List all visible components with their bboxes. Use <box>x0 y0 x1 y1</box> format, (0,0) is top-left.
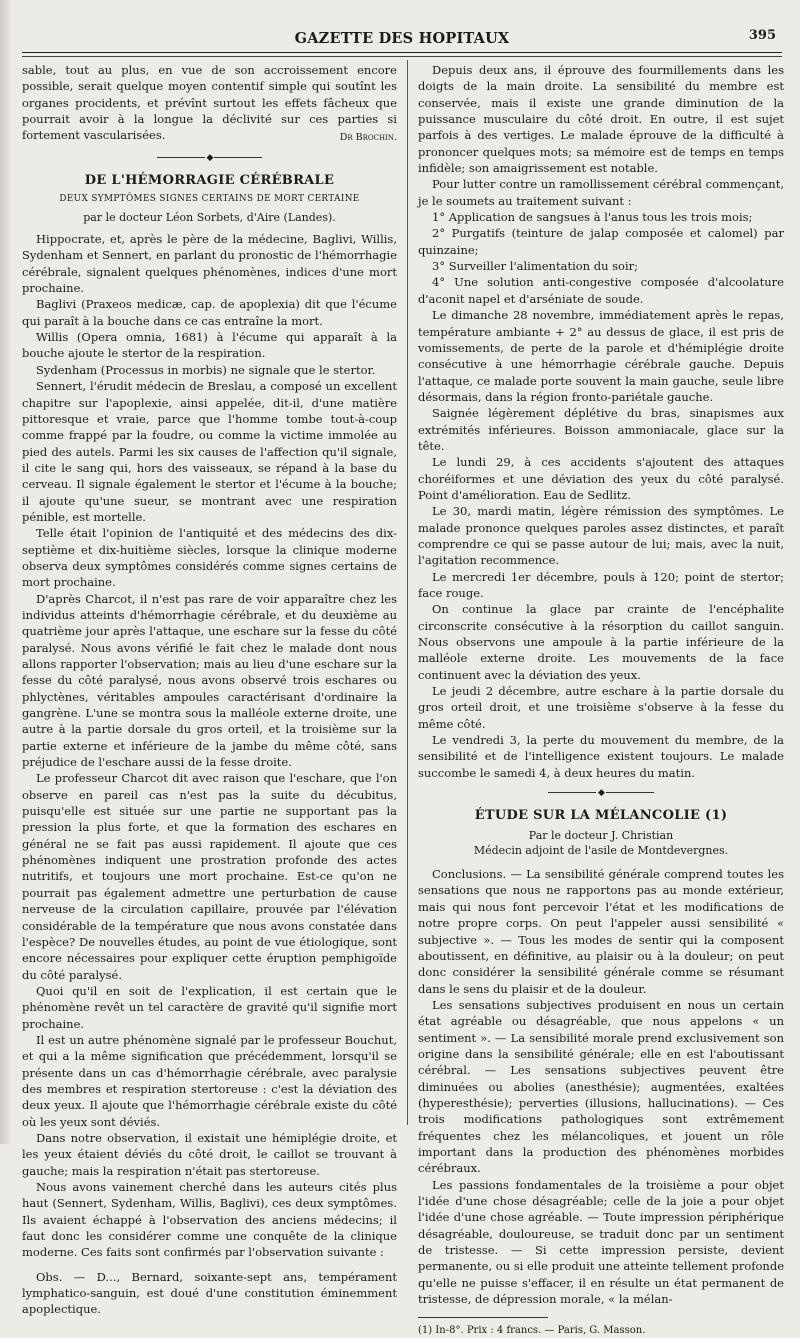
paragraph: Le lundi 29, à ces accidents s'ajoutent des attaques choréiformes et une déviation des yeux du côté paralysé. Point d'amélioration. Eau de Sedlitz. <box>418 455 784 502</box>
paragraph: Le jeudi 2 décembre, autre eschare à la partie dorsale du gros orteil droit, et une troisième s'observe à la fesse du même côté. <box>418 684 784 731</box>
paragraph: Conclusions. — La sensibilité générale comprend toutes les sensations que nous ne rapportons pas au monde extérieur, mais qui nous font percevoir l'état et les modifications de notre propre corps. On peut l'appeler aussi sensibilité « subjective ». — Tous les modes de sentir qui la composent aboutissent, en définitive, au plaisir ou à la douleur; on peut donc considérer la sensibilité générale comme se résumant dans le sens du plaisir et de la douleur. <box>418 867 784 996</box>
paragraph: Willis (Opera omnia, 1681) à l'écume qui apparaît à la bouche ajoute le stertor de la respiration. <box>22 330 397 361</box>
article-byline: par le docteur Léon Sorbets, d'Aire (Landes). <box>83 211 336 225</box>
section-ornament: ◆ <box>418 787 784 799</box>
article-title: DE L'HÉMORRAGIE CÉRÉBRALE <box>84 173 335 189</box>
right-column <box>418 62 784 1338</box>
intro-paragraph: sable, tout au plus, en vue de son accroissement encore possible, serait quelque moyen contentif simple qui soutînt les organes procidents, et prévînt surtout les effets fâcheux que pourrait avoir à la longue la déclivité sur ces parties si fortement vascularisées. <box>22 63 397 143</box>
paragraph: Dans notre observation, il existait une hémiplégie droite, et les yeux étaient déviés du côté droit, le caillot se trouvant à gauche; mais la respiration n'était pas stertoreuse. <box>22 1130 397 1178</box>
page-header <box>22 28 782 50</box>
article-title: ÉTUDE SUR LA MÉLANCOLIE (1) <box>474 808 728 824</box>
paragraph: Le dimanche 28 novembre, immédiatement après le repas, température ambiante + 2° au dessus de glace, il est pris de vomissements, de perte de la parole et d'hémiplégie droite consécutive à une hémorrhagie cérébrale gauche. Depuis l'attaque, ce malade porte souvent la main gauche, seule libre désormais, dans la région fronto-pariétale gauche. <box>418 308 784 404</box>
treatment-item: 1° Application de sangsues à l'anus tous les trois mois; <box>432 210 753 225</box>
paragraph: Les passions fondamentales de la troisième a pour objet l'idée d'une chose désagréable; celle de la joie a pour objet l'idée d'une chose agréable. — Toute impression périphérique désagréable, douloureuse, se traduit donc par un sentiment de tristesse. — Si cette impression persiste, devient permanente, ou si elle produit une atteinte tellement profonde qu'elle ne puisse s'effacer, il en résulte un état permanent de tristesse, de dépression morale, « la mélan- <box>418 1177 784 1307</box>
page-number: 395 <box>748 28 776 43</box>
treatment-item: 3° Surveiller l'alimentation du soir; <box>432 259 639 274</box>
article-byline: Par le docteur J. Christian <box>528 829 674 843</box>
paragraph: Le 30, mardi matin, légère rémission des symptômes. Le malade prononce quelques paroles assez distinctes, et paraît comprendre ce qui se passe autour de lui; mais, avec la nuit, l'agitation recommence. <box>418 504 784 568</box>
intro-signature: Dr Brochin. <box>339 131 397 143</box>
paragraph: Telle était l'opinion de l'antiquité et des médecins des dix-septième et dix-huitième siècles, lorsque la clinique moderne observa deux symptômes considérés comme signes certains de mort prochaine. <box>22 526 397 590</box>
header-rule-thin <box>22 56 782 57</box>
left-column <box>22 62 397 1318</box>
paragraph: Quoi qu'il en soit de l'explication, il est certain que le phénomène revêt un tel caractère de gravité qu'il signifie mort prochaine. <box>22 983 397 1031</box>
column-divider <box>407 60 408 1125</box>
paragraph: Le vendredi 3, la perte du mouvement du membre, de la sensibilité et de l'intelligence existent toujours. Le malade succombe le samedi 4, à deux heures du matin. <box>418 733 784 780</box>
paragraph: Sennert, l'érudit médecin de Breslau, a composé un excellent chapitre sur l'apoplexie, ainsi appelée, dit-il, d'une matière pittoresque et vraie, parce que l'homme tombe tout-à-coup comme frappé par la foudre, ou comme la victime immolée au pied des autels. Parmi les six causes de l'affection qu'il signale, il cite le sang qui, hors des vaisseaux, se répand à la base du cerveau. Il signale également le stertor et l'écume à la bouche; il ajoute qu'une sueur, se montrant avec une respiration pénible, est mortelle. <box>22 379 397 524</box>
paragraph: Le professeur Charcot dit avec raison que l'eschare, que l'on observe en pareil cas n'est pas la suite du décubitus, puisqu'elle est située sur une partie ne supportant pas la pression la plus forte, et que la formation des eschares en général ne se fait pas aussi rapidement. Il ajoute que ces phénomènes indiquent une prostration profonde des actes nutritifs, et toujours une mort prochaine. Est-ce qu'on ne pourrait pas également admettre une perturbation de cause nerveuse de la circulation capillaire, prouvée par l'élévation considérable de la température que nous avons constatée dans l'espèce? De nouvelles études, au point de vue étiologique, sont encore nécessaires pour expliquer cette éruption pemphigoïde du côté paralysé. <box>22 771 397 982</box>
paragraph: Pour lutter contre un ramollissement cérébral commençant, je le soumets au traitement suivant : <box>418 177 784 208</box>
article-subtitle: DEUX SYMPTÔMES SIGNES CERTAINS DE MORT CERTAINE <box>59 194 360 205</box>
header-rule <box>22 52 782 53</box>
paragraph: Il est un autre phénomène signalé par le professeur Bouchut, et qui a la même signification que précédemment, lorsqu'il se présente dans un cas d'hémorrhagie cérébrale, avec paralysie des membres et respiration stertoreuse : c'est la déviation des deux yeux. Il ajoute que l'hémorrhagie cérébrale existe du côté où les yeux sont déviés. <box>22 1032 397 1129</box>
paragraph: Sydenham (Processus in morbis) ne signale que le stertor. <box>36 362 376 377</box>
footnote-rule <box>418 1317 548 1318</box>
observation-paragraph: Obs. — D..., Bernard, soixante-sept ans, tempérament lymphatico-sanguin, est doué d'une constitution éminemment apoplectique. <box>22 1269 397 1317</box>
paragraph: Nous avons vainement cherché dans les auteurs cités plus haut (Sennert, Sydenham, Willis, Baglivi), ces deux symptômes. Ils avaient échappé à l'observation des anciens médecins; il faut donc les considérer comme une conquête de la clinique moderne. Ces faits sont confirmés par l'observation suivante : <box>22 1180 397 1260</box>
paragraph: Le mercredi 1er décembre, pouls à 120; point de stertor; face rouge. <box>418 569 784 600</box>
paragraph: Les sensations subjectives produisent en nous un certain état agréable ou désagréable, que nous appelons « un sentiment ». — La sensibilité morale prend exclusivement son origine dans la sensibilité générale; elle en est l'aboutissant cérébral. — Les sensations subjectives peuvent être diminuées ou abolies (anesthésie); augmentées, exaltées (hyperesthésie); perverties (illusions, hallucinations). — Ces trois modifications pathologiques sont extrêmement fréquentes chez les mélancoliques, et jouent un rôle important dans la production des phénomènes morbides cérébraux. <box>418 997 784 1176</box>
paragraph: Baglivi (Praxeos medicæ, cap. de apoplexia) dit que l'écume qui paraît à la bouche dans ce cas entraîne la mort. <box>22 297 397 328</box>
running-title: GAZETTE DES HOPITAUX <box>294 30 510 47</box>
article-byline-affiliation: Médecin adjoint de l'asile de Montdevergnes. <box>473 844 729 858</box>
paragraph: Hippocrate, et, après le père de la médecine, Baglivi, Willis, Sydenham et Sennert, en parlant du pronostic de l'hémorrhagie cérébrale, signalent quelques phénomènes, indices d'une mort prochaine. <box>22 232 397 296</box>
paragraph: Saignée légèrement déplétive du bras, sinapismes aux extrémités inférieures. Boisson ammoniacale, glace sur la tête. <box>418 406 784 453</box>
paragraph: Depuis deux ans, il éprouve des fourmillements dans les doigts de la main droite. La sensibilité du membre est conservée, mais il existe une grande diminution de la puissance musculaire du côté droit. En outre, il est sujet parfois à des vertiges. Le malade éprouve de la difficulté à prononcer quelques mots; sa mémoire est de temps en temps infidèle; son amaigrissement est notable. <box>418 63 784 176</box>
page-edge <box>0 0 10 1144</box>
section-ornament: ◆ <box>22 152 397 164</box>
paragraph: On continue la glace par crainte de l'encéphalite circonscrite consécutive à la résorption du caillot sanguin. Nous observons une ampoule à la partie inférieure de la malléole externe droite. Les mouvements de la face continuent avec la déviation des yeux. <box>418 602 784 682</box>
treatment-item: 2° Purgatifs (teinture de jalap composée et calomel) par quinzaine; <box>418 226 784 257</box>
treatment-item: 4° Une solution anti-congestive composée d'alcoolature d'aconit napel et d'arséniate de soude. <box>418 275 784 306</box>
footnote: (1) In-8°. Prix : 4 francs. — Paris, G. Masson. <box>418 1325 646 1337</box>
paragraph: D'après Charcot, il n'est pas rare de voir apparaître chez les individus atteints d'hémorrhagie cérébrale, et du deuxième au quatrième jour après l'attaque, une eschare sur la fesse du côté paralysé. Nous avons vérifié le fait chez le malade dont nous allons rapporter l'observation; mais au lieu d'une eschare sur la fesse du côté paralysé, nous avons observé trois eschares ou phlyctènes, véritables ampoules caractérisant d'ordinaire la gangrène. L'une se montra sous la malléole externe droite, une autre à la partie dorsale du gros orteil, et la troisième sur la partie externe et inférieure de la jambe du même côté, sans préjudice de l'eschare aussi de la fesse droite. <box>22 591 397 770</box>
